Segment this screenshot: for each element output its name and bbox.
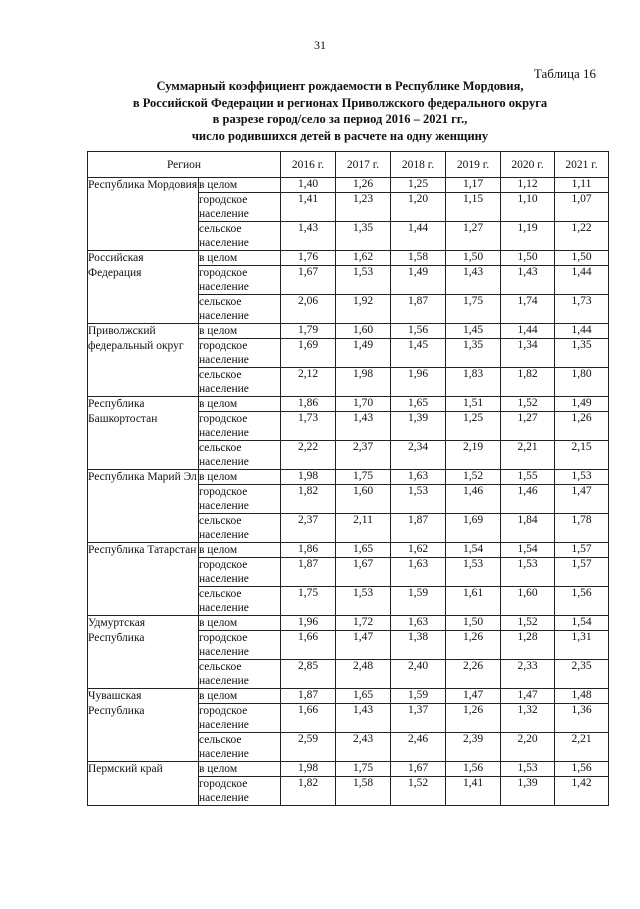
category-label: [199, 324, 281, 339]
value-cell: 1,69: [281, 339, 336, 368]
value-cell: 1,53: [555, 470, 609, 485]
value-cell: 2,21: [555, 733, 609, 762]
value-cell: 1,62: [336, 251, 391, 266]
category-line: городское: [199, 705, 248, 717]
value-cell: 1,38: [391, 631, 446, 660]
value-cell: 1,67: [336, 558, 391, 587]
value-cell: 1,50: [446, 616, 501, 631]
value-cell: 1,40: [281, 178, 336, 193]
table-row: [88, 689, 609, 704]
category-label: [199, 339, 281, 368]
value-cell: 1,98: [281, 470, 336, 485]
category-label: [199, 412, 281, 441]
value-cell: 2,40: [391, 660, 446, 689]
value-cell: 1,52: [446, 470, 501, 485]
value-cell: 1,23: [336, 193, 391, 222]
value-cell: 1,15: [446, 193, 501, 222]
value-cell: 1,35: [555, 339, 609, 368]
category-label: [199, 689, 281, 704]
value-cell: 1,17: [446, 178, 501, 193]
value-cell: 1,47: [446, 689, 501, 704]
value-cell: 1,74: [501, 295, 555, 324]
category-label: [199, 193, 281, 222]
value-cell: 1,87: [391, 514, 446, 543]
value-cell: 1,63: [391, 470, 446, 485]
category-line: в целом: [199, 179, 238, 191]
value-cell: 1,65: [336, 543, 391, 558]
category-line: сельское: [199, 223, 242, 235]
category-label: [199, 587, 281, 616]
value-cell: 1,45: [446, 324, 501, 339]
value-cell: 2,34: [391, 441, 446, 470]
category-label: [199, 660, 281, 689]
value-cell: 1,47: [336, 631, 391, 660]
category-line: население: [199, 281, 249, 293]
title-line: в Российской Федерации и регионах Приволжского федерального округа: [132, 95, 548, 110]
value-cell: 2,26: [446, 660, 501, 689]
category-label: [199, 368, 281, 397]
value-cell: 1,59: [391, 689, 446, 704]
value-cell: 1,66: [281, 704, 336, 733]
value-cell: 1,52: [391, 777, 446, 806]
value-cell: 1,53: [501, 762, 555, 777]
value-cell: 1,32: [501, 704, 555, 733]
title-line: в разрезе город/село за период 2016 – 2021 гг.,: [212, 112, 468, 126]
value-cell: 1,59: [391, 587, 446, 616]
category-line: население: [199, 310, 249, 322]
value-cell: 1,44: [555, 324, 609, 339]
value-cell: 1,67: [281, 266, 336, 295]
value-cell: 1,73: [281, 412, 336, 441]
value-cell: 1,98: [281, 762, 336, 777]
value-cell: 1,55: [501, 470, 555, 485]
category-line: сельское: [199, 734, 242, 746]
category-label: [199, 762, 281, 777]
value-cell: 1,43: [281, 222, 336, 251]
value-cell: 1,98: [336, 368, 391, 397]
table-row: [88, 178, 609, 193]
category-line: в целом: [199, 252, 238, 264]
value-cell: 1,72: [336, 616, 391, 631]
value-cell: 1,57: [555, 558, 609, 587]
region-name: Республика Мордовия: [88, 178, 199, 251]
value-cell: 1,54: [501, 543, 555, 558]
value-cell: 1,86: [281, 543, 336, 558]
category-line: население: [199, 208, 249, 220]
value-cell: 1,49: [555, 397, 609, 412]
value-cell: 2,37: [281, 514, 336, 543]
category-line: в целом: [199, 544, 238, 556]
header-year: 2016 г.: [281, 152, 336, 178]
value-cell: 1,57: [555, 543, 609, 558]
value-cell: 1,84: [501, 514, 555, 543]
value-cell: 2,48: [336, 660, 391, 689]
value-cell: 1,56: [391, 324, 446, 339]
value-cell: 2,06: [281, 295, 336, 324]
value-cell: 2,22: [281, 441, 336, 470]
value-cell: 1,50: [446, 251, 501, 266]
table-row: [88, 397, 609, 412]
category-line: сельское: [199, 588, 242, 600]
value-cell: 1,53: [391, 485, 446, 514]
value-cell: 1,87: [281, 558, 336, 587]
header-year: 2018 г.: [391, 152, 446, 178]
region-name: Российская Федерация: [88, 251, 199, 324]
category-label: [199, 178, 281, 193]
value-cell: 1,48: [555, 689, 609, 704]
value-cell: 1,69: [446, 514, 501, 543]
value-cell: 1,75: [446, 295, 501, 324]
category-line: сельское: [199, 442, 242, 454]
category-line: городское: [199, 778, 248, 790]
value-cell: 1,78: [555, 514, 609, 543]
category-line: в целом: [199, 763, 238, 775]
value-cell: 1,52: [501, 397, 555, 412]
category-line: сельское: [199, 515, 242, 527]
value-cell: 1,10: [501, 193, 555, 222]
value-cell: 1,19: [501, 222, 555, 251]
value-cell: 1,83: [446, 368, 501, 397]
value-cell: 1,58: [391, 251, 446, 266]
value-cell: 1,47: [555, 485, 609, 514]
value-cell: 1,50: [501, 251, 555, 266]
value-cell: 1,53: [446, 558, 501, 587]
category-line: в целом: [199, 471, 238, 483]
category-line: в целом: [199, 398, 238, 410]
value-cell: 1,43: [336, 412, 391, 441]
value-cell: 2,33: [501, 660, 555, 689]
category-label: [199, 397, 281, 412]
table-row: [88, 470, 609, 485]
value-cell: 2,39: [446, 733, 501, 762]
table-title: [60, 78, 620, 144]
value-cell: 1,43: [501, 266, 555, 295]
category-line: население: [199, 237, 249, 249]
value-cell: 1,86: [281, 397, 336, 412]
category-line: население: [199, 646, 249, 658]
value-cell: 1,12: [501, 178, 555, 193]
category-line: городское: [199, 486, 248, 498]
value-cell: 1,44: [391, 222, 446, 251]
value-cell: 2,20: [501, 733, 555, 762]
value-cell: 1,63: [391, 616, 446, 631]
value-cell: 2,12: [281, 368, 336, 397]
category-line: население: [199, 719, 249, 731]
value-cell: 1,63: [391, 558, 446, 587]
category-line: население: [199, 383, 249, 395]
value-cell: 1,56: [555, 762, 609, 777]
category-label: [199, 485, 281, 514]
region-name: Чувашская Республика: [88, 689, 199, 762]
value-cell: 1,82: [501, 368, 555, 397]
header-year: 2020 г.: [501, 152, 555, 178]
value-cell: 1,62: [391, 543, 446, 558]
value-cell: 1,11: [555, 178, 609, 193]
value-cell: 1,35: [446, 339, 501, 368]
value-cell: 1,53: [501, 558, 555, 587]
value-cell: 1,56: [446, 762, 501, 777]
value-cell: 1,44: [555, 266, 609, 295]
title-line: Суммарный коэффициент рождаемости в Республике Мордовия,: [156, 79, 524, 93]
value-cell: 1,73: [555, 295, 609, 324]
category-line: городское: [199, 559, 248, 571]
value-cell: 1,26: [446, 631, 501, 660]
value-cell: 1,41: [446, 777, 501, 806]
category-line: городское: [199, 340, 248, 352]
value-cell: 1,54: [555, 616, 609, 631]
header-year: 2021 г.: [555, 152, 609, 178]
value-cell: 1,26: [555, 412, 609, 441]
value-cell: 1,31: [555, 631, 609, 660]
value-cell: 1,45: [391, 339, 446, 368]
table-row: [88, 543, 609, 558]
header-year: 2017 г.: [336, 152, 391, 178]
value-cell: 1,49: [391, 266, 446, 295]
category-label: [199, 777, 281, 806]
value-cell: 1,46: [501, 485, 555, 514]
category-line: население: [199, 500, 249, 512]
value-cell: 1,92: [336, 295, 391, 324]
value-cell: 2,85: [281, 660, 336, 689]
header-region: Регион: [88, 152, 281, 178]
value-cell: 1,43: [336, 704, 391, 733]
category-label: [199, 295, 281, 324]
region-name: Республика Татарстан: [88, 543, 199, 616]
category-line: население: [199, 529, 249, 541]
value-cell: 1,87: [281, 689, 336, 704]
value-cell: 2,37: [336, 441, 391, 470]
value-cell: 2,19: [446, 441, 501, 470]
category-line: население: [199, 456, 249, 468]
category-line: население: [199, 573, 249, 585]
category-line: сельское: [199, 296, 242, 308]
value-cell: 2,15: [555, 441, 609, 470]
value-cell: 1,82: [281, 777, 336, 806]
value-cell: 1,36: [555, 704, 609, 733]
category-label: [199, 441, 281, 470]
table-row: [88, 251, 609, 266]
value-cell: 1,51: [446, 397, 501, 412]
value-cell: 1,82: [281, 485, 336, 514]
value-cell: 1,80: [555, 368, 609, 397]
value-cell: 1,76: [281, 251, 336, 266]
value-cell: 2,59: [281, 733, 336, 762]
value-cell: 1,44: [501, 324, 555, 339]
value-cell: 1,65: [391, 397, 446, 412]
value-cell: 1,52: [501, 616, 555, 631]
value-cell: 1,28: [501, 631, 555, 660]
value-cell: 1,27: [501, 412, 555, 441]
value-cell: 1,42: [555, 777, 609, 806]
value-cell: 1,54: [446, 543, 501, 558]
value-cell: 1,53: [336, 587, 391, 616]
table-row: [88, 762, 609, 777]
category-label: [199, 470, 281, 485]
value-cell: 1,39: [501, 777, 555, 806]
table-label: Таблица 16: [533, 66, 596, 81]
value-cell: 1,60: [336, 324, 391, 339]
value-cell: 1,25: [391, 178, 446, 193]
header-year: 2019 г.: [446, 152, 501, 178]
value-cell: 2,21: [501, 441, 555, 470]
value-cell: 1,61: [446, 587, 501, 616]
value-cell: 1,53: [336, 266, 391, 295]
value-cell: 2,35: [555, 660, 609, 689]
value-cell: 2,43: [336, 733, 391, 762]
value-cell: 1,49: [336, 339, 391, 368]
category-label: [199, 616, 281, 631]
region-name: Приволжский федеральный округ: [88, 324, 199, 397]
region-name: Республика Марий Эл: [88, 470, 199, 543]
table-row: [88, 324, 609, 339]
category-line: сельское: [199, 369, 242, 381]
value-cell: 1,27: [446, 222, 501, 251]
category-label: [199, 558, 281, 587]
value-cell: 1,75: [336, 470, 391, 485]
value-cell: 2,46: [391, 733, 446, 762]
region-name: Удмуртская Республика: [88, 616, 199, 689]
value-cell: 1,96: [281, 616, 336, 631]
value-cell: 1,65: [336, 689, 391, 704]
value-cell: 1,70: [336, 397, 391, 412]
value-cell: 1,39: [391, 412, 446, 441]
category-line: в целом: [199, 325, 238, 337]
value-cell: 1,46: [446, 485, 501, 514]
value-cell: 1,50: [555, 251, 609, 266]
category-line: городское: [199, 632, 248, 644]
value-cell: 1,35: [336, 222, 391, 251]
table-row: [88, 616, 609, 631]
category-line: в целом: [199, 617, 238, 629]
category-label: [199, 704, 281, 733]
fertility-table: [87, 151, 609, 806]
category-label: [199, 543, 281, 558]
category-line: население: [199, 427, 249, 439]
value-cell: 1,41: [281, 193, 336, 222]
category-line: городское: [199, 267, 248, 279]
value-cell: 1,60: [336, 485, 391, 514]
value-cell: 1,07: [555, 193, 609, 222]
category-line: в целом: [199, 690, 238, 702]
category-label: [199, 514, 281, 543]
value-cell: 1,58: [336, 777, 391, 806]
category-label: [199, 222, 281, 251]
value-cell: 1,60: [501, 587, 555, 616]
region-name: Пермский край: [88, 762, 199, 806]
category-label: [199, 631, 281, 660]
region-name: Республика Башкортостан: [88, 397, 199, 470]
header-row: [88, 152, 609, 178]
category-label: [199, 266, 281, 295]
value-cell: 1,47: [501, 689, 555, 704]
category-line: население: [199, 748, 249, 760]
category-line: сельское: [199, 661, 242, 673]
category-line: городское: [199, 413, 248, 425]
value-cell: 1,66: [281, 631, 336, 660]
value-cell: 1,25: [446, 412, 501, 441]
page-number: 31: [314, 38, 326, 52]
category-line: население: [199, 792, 249, 804]
value-cell: 1,26: [336, 178, 391, 193]
value-cell: 1,26: [446, 704, 501, 733]
value-cell: 1,56: [555, 587, 609, 616]
value-cell: 1,20: [391, 193, 446, 222]
value-cell: 1,87: [391, 295, 446, 324]
value-cell: 1,43: [446, 266, 501, 295]
category-label: [199, 733, 281, 762]
value-cell: 2,11: [336, 514, 391, 543]
value-cell: 1,75: [336, 762, 391, 777]
value-cell: 1,67: [391, 762, 446, 777]
category-line: население: [199, 602, 249, 614]
value-cell: 1,34: [501, 339, 555, 368]
value-cell: 1,96: [391, 368, 446, 397]
title-line: число родившихся детей в расчете на одну женщину: [191, 128, 489, 143]
value-cell: 1,37: [391, 704, 446, 733]
category-label: [199, 251, 281, 266]
category-line: городское: [199, 194, 248, 206]
category-line: население: [199, 675, 249, 687]
category-line: население: [199, 354, 249, 366]
value-cell: 1,22: [555, 222, 609, 251]
value-cell: 1,75: [281, 587, 336, 616]
value-cell: 1,79: [281, 324, 336, 339]
